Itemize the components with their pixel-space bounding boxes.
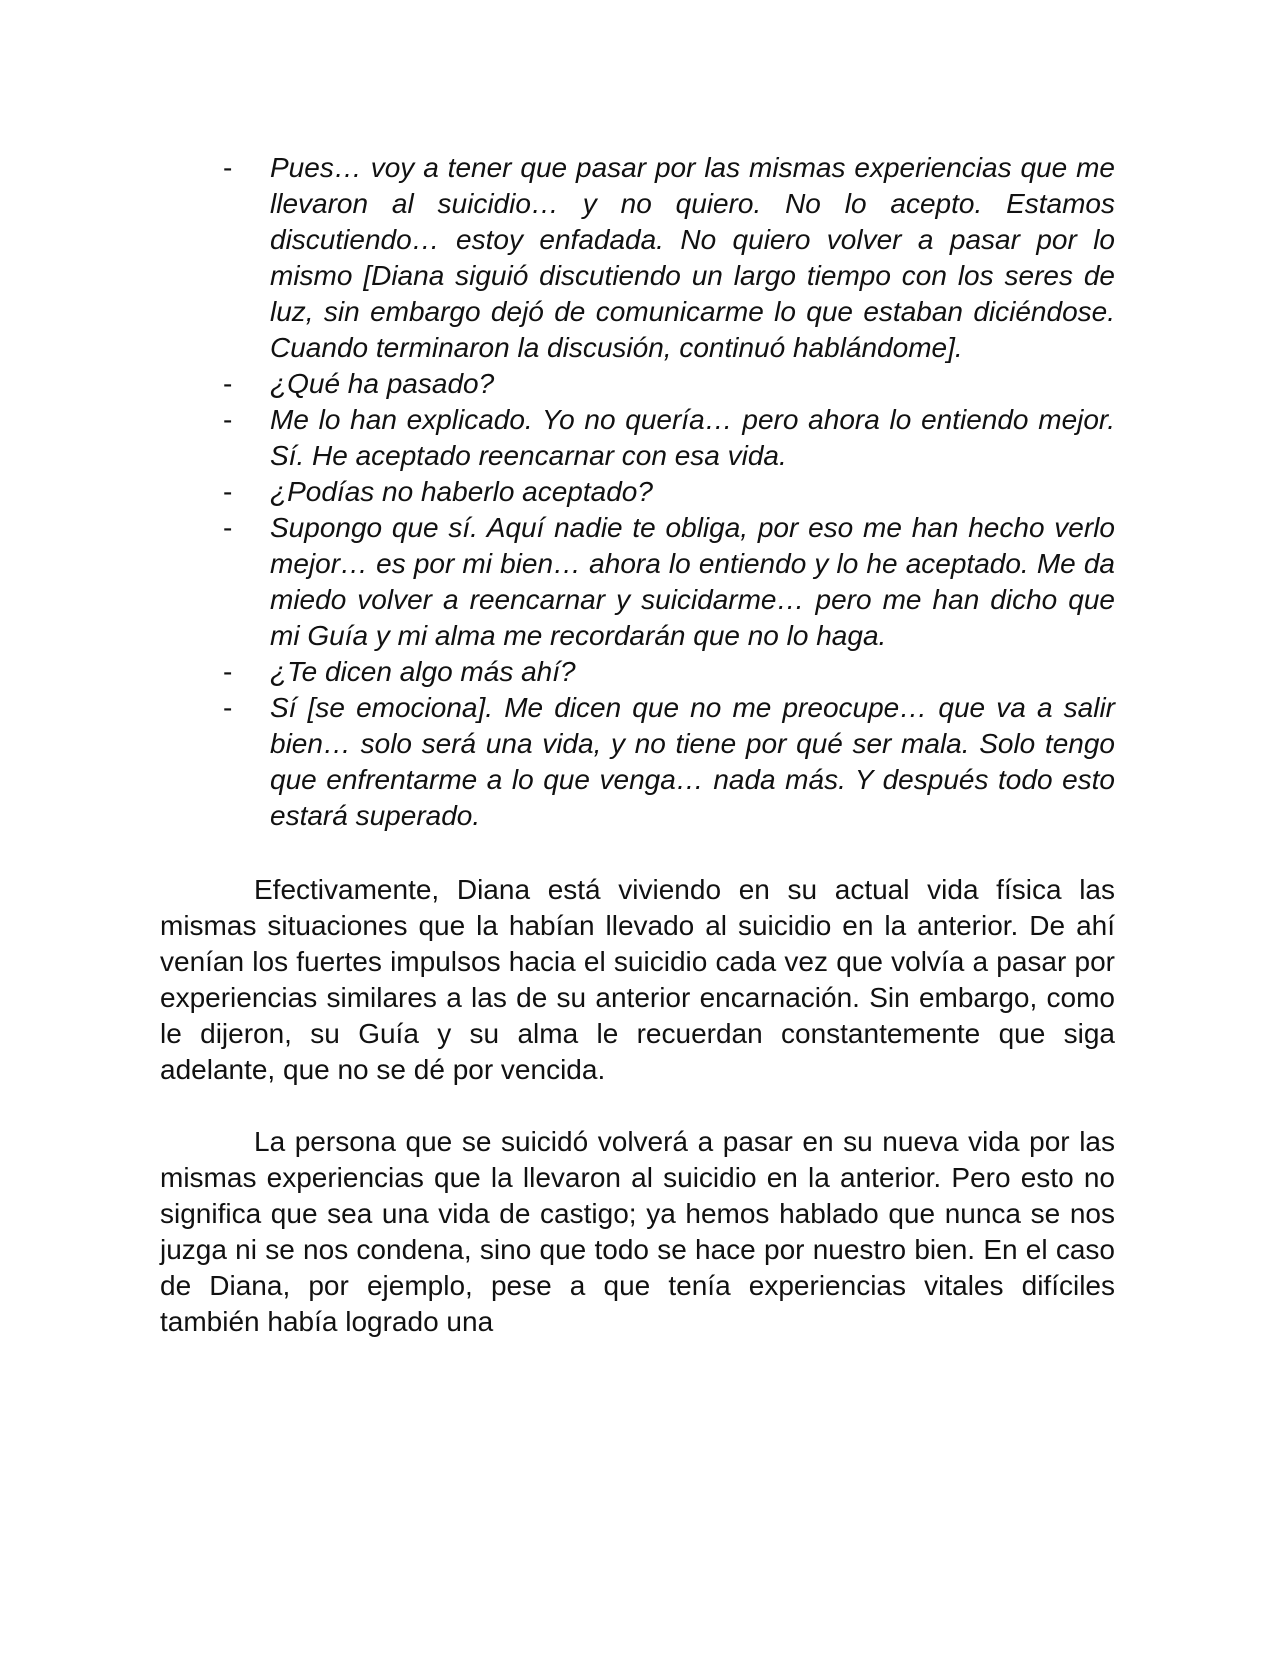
dash-marker: - [223, 476, 233, 507]
dialogue-line [160, 510, 1115, 654]
dialogue-text: Pues… voy a tener que pasar por las mismas experiencias que me llevaron al suicidio… y no quiero. No lo acepto. Estamos discutiendo… estoy enfadada. No quiero volver a pasar por lo mismo [Diana siguió discutiendo un largo tiempo con los seres de luz, sin embargo dejó de comunicarme lo que estaban diciéndose. Cuando terminaron la discusión, continuó hablándome]. [270, 152, 1115, 363]
dash-marker: - [223, 152, 233, 183]
dialogue-text: ¿Podías no haberlo aceptado? [270, 476, 653, 507]
dash-marker: - [223, 656, 233, 687]
dialogue-text: ¿Qué ha pasado? [270, 368, 495, 399]
dash-marker: - [223, 692, 233, 723]
dialogue-line [160, 474, 1115, 510]
dialogue-line [160, 654, 1115, 690]
document-page [160, 150, 1115, 1340]
dash-marker: - [223, 512, 233, 543]
dialogue-line [160, 366, 1115, 402]
dialogue-text: Me lo han explicado. Yo no quería… pero ahora lo entiendo mejor. Sí. He aceptado reencarnar con esa vida. [270, 404, 1115, 471]
dialogue-list [160, 150, 1115, 834]
dialogue-text: Sí [se emociona]. Me dicen que no me preocupe… que va a salir bien… solo será una vida, y no tiene por qué ser mala. Solo tengo que enfrentarme a lo que venga… nada más. Y después todo esto estará superado. [270, 692, 1115, 831]
dialogue-text: Supongo que sí. Aquí nadie te obliga, por eso me han hecho verlo mejor… es por mi bien… ahora lo entiendo y lo he aceptado. Me da miedo volver a reencarnar y suicidarme… pero me han dicho que mi Guía y mi alma me recordarán que no lo haga. [270, 512, 1115, 651]
dialogue-line [160, 690, 1115, 834]
dialogue-text: ¿Te dicen algo más ahí? [270, 656, 576, 687]
dash-marker: - [223, 368, 233, 399]
body-paragraph: La persona que se suicidó volverá a pasar en su nueva vida por las mismas experiencias que la llevaron al suicidio en la anterior. Pero esto no significa que sea una vida de castigo; ya hemos hablado que nunca se nos juzga ni se nos condena, sino que todo se hace por nuestro bien. En el caso de Diana, por ejemplo, pese a que tenía experiencias vitales difíciles también había logrado una [160, 1126, 1115, 1337]
dialogue-line [160, 402, 1115, 474]
body-paragraph: Efectivamente, Diana está viviendo en su actual vida física las mismas situaciones que la habían llevado al suicidio en la anterior. De ahí venían los fuertes impulsos hacia el suicidio cada vez que volvía a pasar por experiencias similares a las de su anterior encarnación. Sin embargo, como le dijeron, su Guía y su alma le recuerdan constantemente que siga adelante, que no se dé por vencida. [160, 874, 1115, 1085]
dialogue-line [160, 150, 1115, 366]
dash-marker: - [223, 404, 233, 435]
